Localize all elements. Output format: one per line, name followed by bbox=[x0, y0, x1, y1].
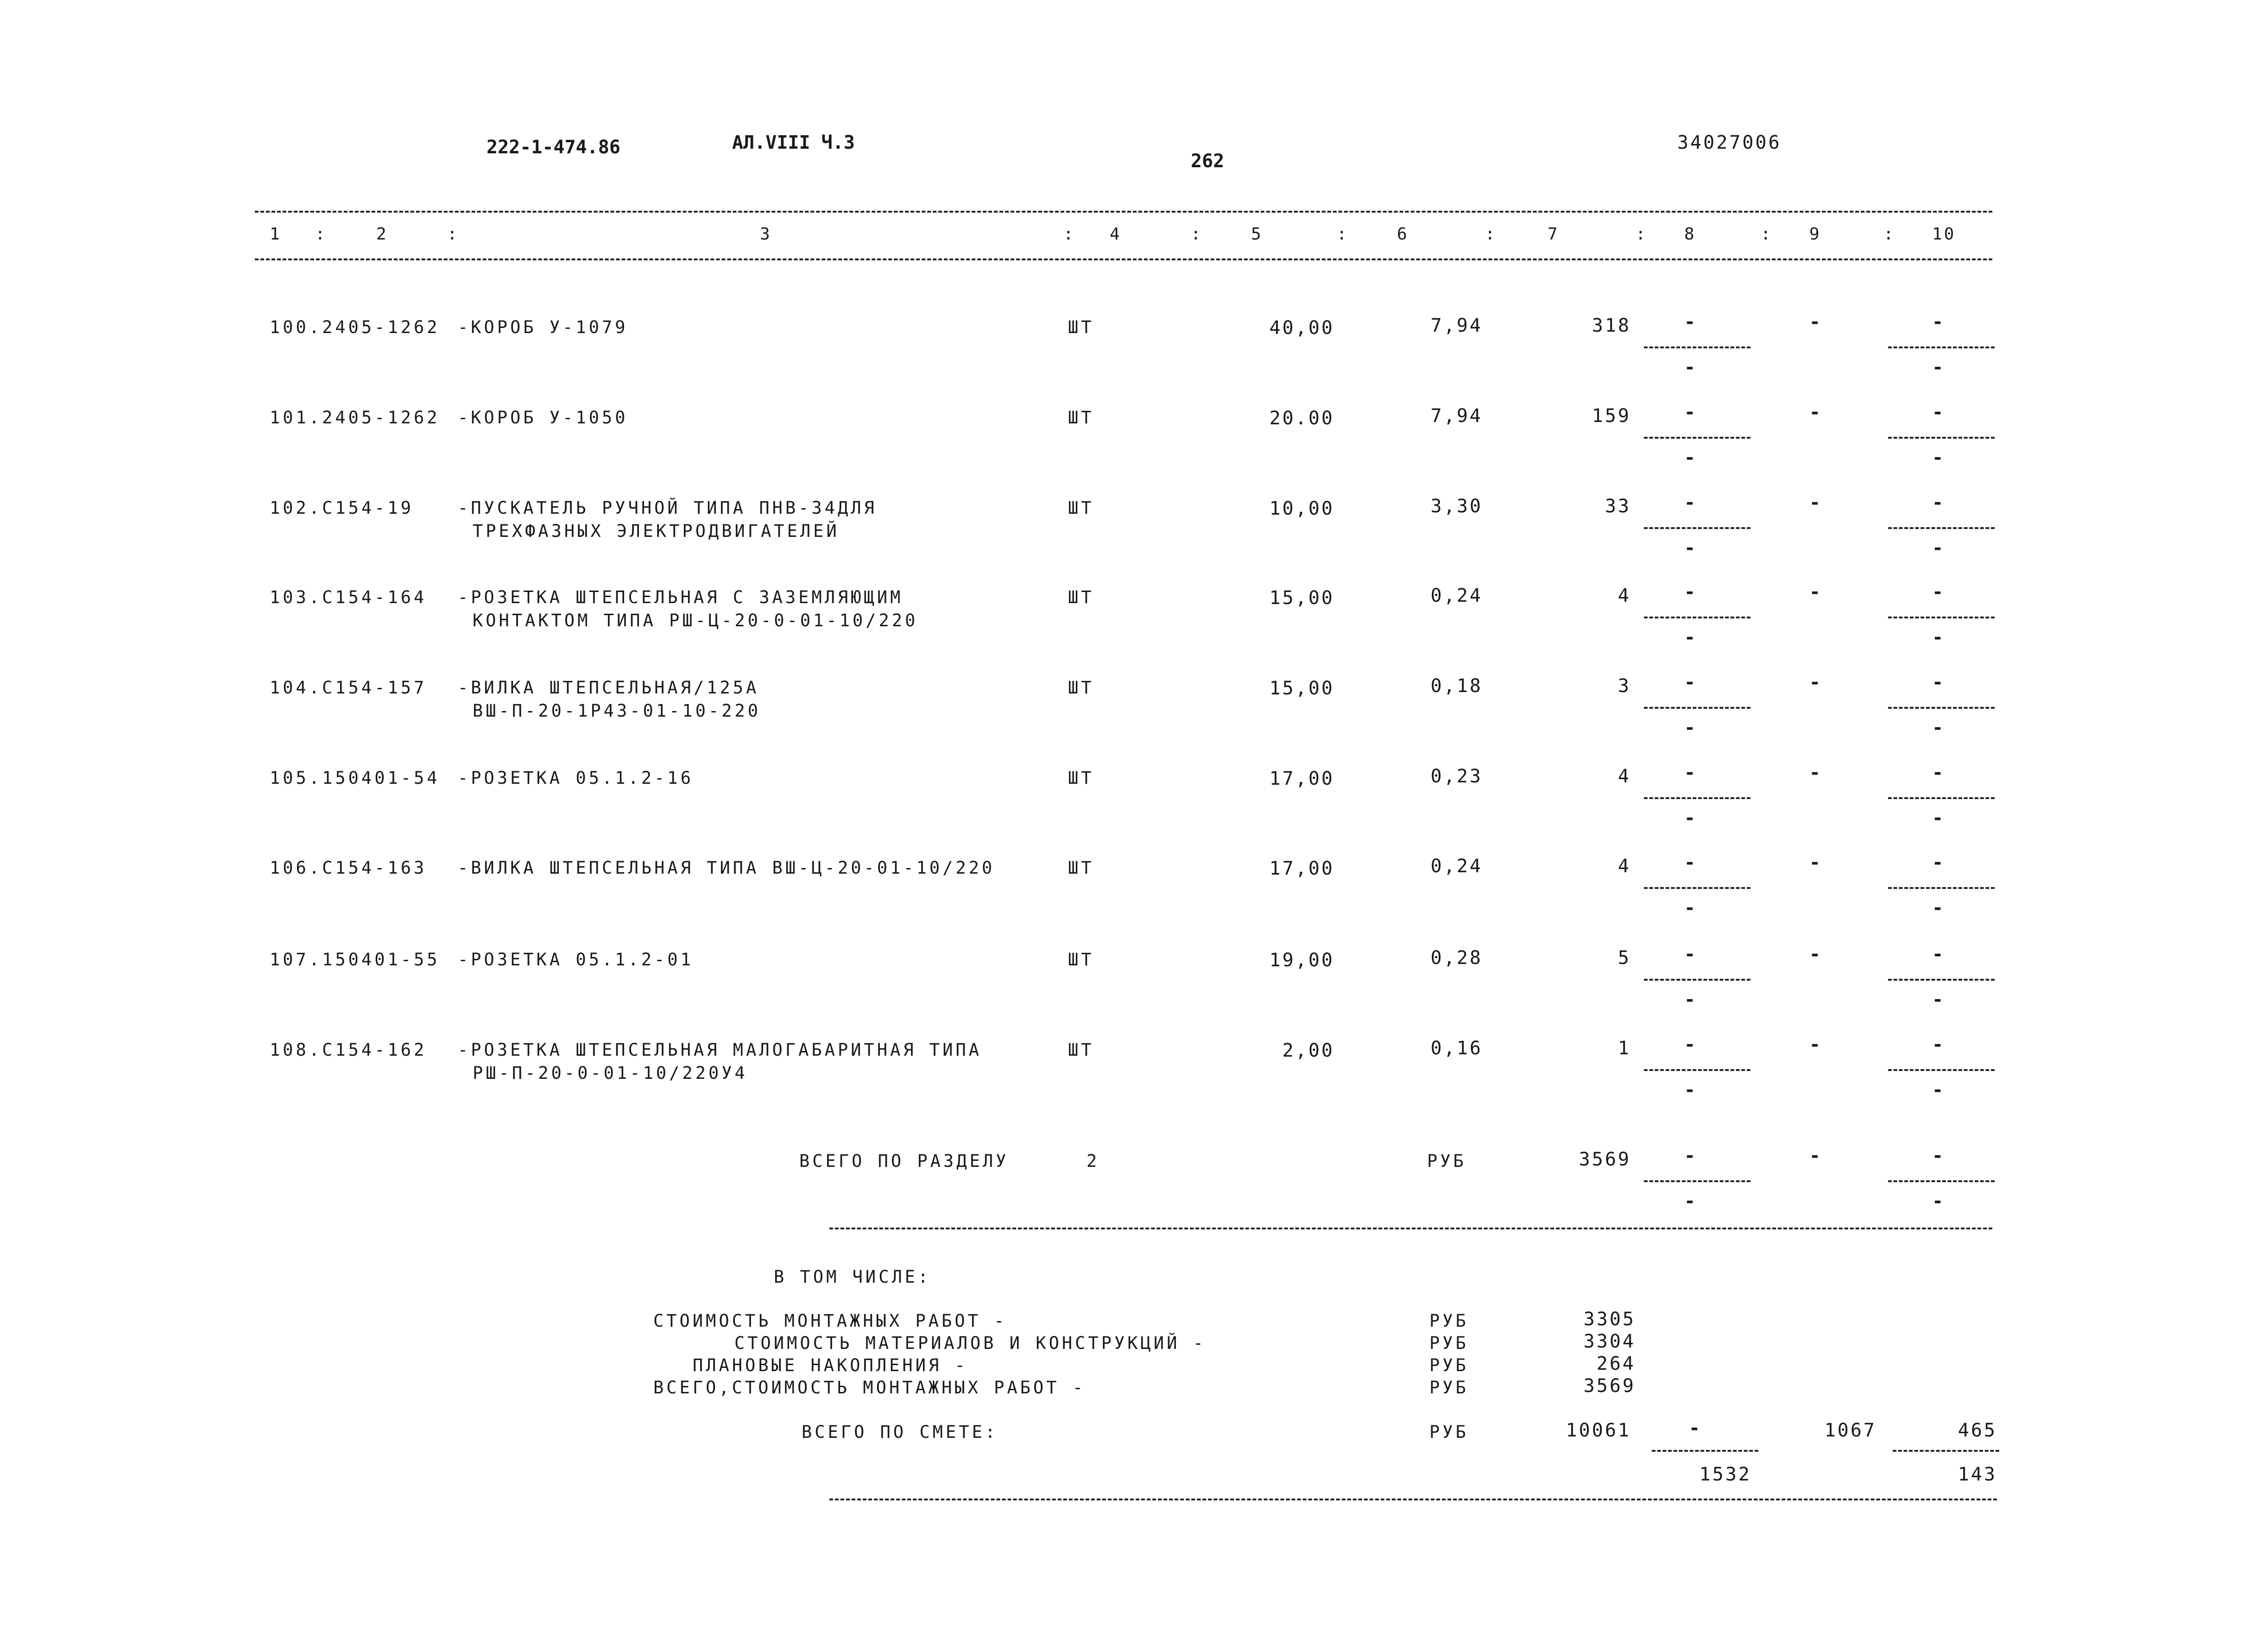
col10-dash-lower: - bbox=[1932, 1190, 1944, 1212]
breakdown-label: СТОИМОСТЬ МОНТАЖНЫХ РАБОТ - bbox=[653, 1311, 1007, 1331]
col8-dash: - bbox=[1684, 402, 1696, 423]
row-unit-price: 3,30 bbox=[1430, 496, 1483, 517]
row-unit: ШТ bbox=[1068, 858, 1094, 878]
col8-dash: - bbox=[1684, 1145, 1696, 1166]
col10-dash: - bbox=[1932, 672, 1944, 693]
col10-dash: - bbox=[1932, 492, 1944, 513]
col8-fraction-line bbox=[1644, 437, 1750, 439]
col10-dash: - bbox=[1932, 581, 1944, 603]
section-total-value: 3569 bbox=[1579, 1149, 1631, 1170]
col10-fraction-line bbox=[1888, 1069, 1995, 1071]
row-total: 33 bbox=[1605, 496, 1631, 517]
row-unit: ШТ bbox=[1068, 587, 1094, 607]
row-quantity: 15,00 bbox=[1269, 587, 1334, 609]
column-number-10: 10 bbox=[1932, 225, 1956, 244]
breakdown-value: 264 bbox=[1596, 1353, 1636, 1374]
row-code: 105.150401-54 bbox=[270, 768, 440, 788]
column-separator: : bbox=[1636, 225, 1648, 244]
col9-dash: - bbox=[1809, 944, 1821, 965]
breakdown-value: 3569 bbox=[1583, 1375, 1636, 1397]
column-separator: : bbox=[447, 225, 459, 244]
row-description: -ВИЛКА ШТЕПСЕЛЬНАЯ ТИПА ВШ-Ц-20-01-10/220 bbox=[458, 858, 995, 878]
row-total: 318 bbox=[1592, 315, 1631, 336]
column-separator: : bbox=[1191, 225, 1203, 244]
row-unit: ШТ bbox=[1068, 498, 1094, 518]
col8-dash: - bbox=[1684, 492, 1696, 513]
col10-dash-lower: - bbox=[1932, 717, 1944, 738]
col9-dash: - bbox=[1809, 1034, 1821, 1055]
row-description: -КОРОБ У-1050 bbox=[458, 408, 628, 428]
column-separator: : bbox=[1063, 225, 1075, 244]
column-separator: : bbox=[1485, 225, 1497, 244]
col10-fraction-line bbox=[1888, 979, 1995, 981]
breakdown-unit: РУБ bbox=[1429, 1355, 1469, 1375]
column-separator: : bbox=[1883, 225, 1895, 244]
col10-dash-lower: - bbox=[1932, 1079, 1944, 1101]
col9-dash: - bbox=[1809, 762, 1821, 783]
row-description: -РОЗЕТКА ШТЕПСЕЛЬНАЯ МАЛОГАБАРИТНАЯ ТИПА bbox=[458, 1040, 982, 1060]
col9-dash: - bbox=[1809, 311, 1821, 333]
col8-dash-lower: - bbox=[1684, 807, 1696, 829]
col8-dash-lower: - bbox=[1684, 357, 1696, 378]
breakdown-value: 3304 bbox=[1583, 1331, 1636, 1352]
row-description-continued: РШ-П-20-0-01-10/220У4 bbox=[473, 1063, 748, 1083]
col9-dash: - bbox=[1809, 581, 1821, 603]
col10-fraction-line bbox=[1888, 527, 1995, 529]
col9-dash: - bbox=[1809, 492, 1821, 513]
row-total: 1 bbox=[1617, 1038, 1631, 1059]
row-description: -КОРОБ У-1079 bbox=[458, 317, 628, 337]
row-code: 104.C154-157 bbox=[270, 678, 427, 698]
grand-total-col9: 1067 bbox=[1824, 1420, 1876, 1441]
header-top-rule bbox=[255, 211, 1992, 213]
row-description-continued: ВШ-П-20-1Р43-01-10-220 bbox=[473, 701, 761, 721]
row-description-continued: КОНТАКТОМ ТИПА РШ-Ц-20-0-01-10/220 bbox=[473, 611, 918, 630]
column-number-7: 7 bbox=[1548, 225, 1560, 244]
col8-dash: - bbox=[1684, 1034, 1696, 1055]
column-number-9: 9 bbox=[1809, 225, 1821, 244]
column-number-6: 6 bbox=[1397, 225, 1409, 244]
row-description-continued: ТРЕХФАЗНЫХ ЭЛЕКТРОДВИГАТЕЛЕЙ bbox=[473, 521, 840, 541]
album-reference: АЛ.VIII Ч.3 bbox=[732, 132, 855, 153]
row-total: 4 bbox=[1617, 856, 1631, 877]
column-number-8: 8 bbox=[1684, 225, 1696, 244]
column-number-3: 3 bbox=[760, 225, 772, 244]
row-quantity: 17,00 bbox=[1269, 858, 1334, 879]
grand-total-col8-bottom: 1532 bbox=[1699, 1464, 1751, 1485]
final-rule bbox=[829, 1499, 1997, 1500]
header-bottom-rule bbox=[255, 258, 1992, 260]
row-unit: ШТ bbox=[1068, 768, 1094, 788]
col10-fraction-line bbox=[1888, 617, 1995, 618]
breakdown-label: ПЛАНОВЫЕ НАКОПЛЕНИЯ - bbox=[693, 1355, 968, 1375]
grand-total-label: ВСЕГО ПО СМЕТЕ: bbox=[802, 1422, 998, 1442]
row-description: -РОЗЕТКА 05.1.2-16 bbox=[458, 768, 694, 788]
row-unit-price: 7,94 bbox=[1430, 405, 1483, 427]
col10-dash-lower: - bbox=[1932, 989, 1944, 1010]
col10-dash: - bbox=[1932, 762, 1944, 783]
row-unit: ШТ bbox=[1068, 1040, 1094, 1060]
grand-total-col10-top: 465 bbox=[1958, 1420, 1997, 1441]
col8-dash: - bbox=[1684, 944, 1696, 965]
row-unit-price: 0,16 bbox=[1430, 1038, 1483, 1059]
row-total: 3 bbox=[1617, 675, 1631, 697]
row-description: -ВИЛКА ШТЕПСЕЛЬНАЯ/125А bbox=[458, 678, 759, 698]
col9-dash: - bbox=[1809, 672, 1821, 693]
row-quantity: 10,00 bbox=[1269, 498, 1334, 519]
row-code: 107.150401-55 bbox=[270, 950, 440, 970]
grand-total-col10-fraction-line bbox=[1893, 1450, 1999, 1452]
col10-fraction-line bbox=[1888, 346, 1995, 348]
col8-fraction-line bbox=[1644, 887, 1750, 889]
col10-fraction-line bbox=[1888, 437, 1995, 439]
col10-dash-lower: - bbox=[1932, 537, 1944, 559]
row-code: 106.C154-163 bbox=[270, 858, 427, 878]
row-total: 4 bbox=[1617, 766, 1631, 787]
grand-total-col10-bottom: 143 bbox=[1958, 1464, 1997, 1485]
col8-fraction-line bbox=[1644, 527, 1750, 529]
row-unit-price: 0,24 bbox=[1430, 585, 1483, 606]
col8-dash-lower: - bbox=[1684, 897, 1696, 919]
breakdown-unit: РУБ bbox=[1429, 1333, 1469, 1353]
row-unit: ШТ bbox=[1068, 950, 1094, 970]
col8-fraction-line bbox=[1644, 1069, 1750, 1071]
including-label: В ТОМ ЧИСЛЕ: bbox=[774, 1267, 931, 1287]
section-total-unit: РУБ bbox=[1427, 1151, 1466, 1171]
col8-dash: - bbox=[1684, 672, 1696, 693]
col8-dash-lower: - bbox=[1684, 717, 1696, 738]
breakdown-unit: РУБ bbox=[1429, 1311, 1469, 1331]
column-number-1: 1 bbox=[270, 225, 282, 244]
breakdown-label: ВСЕГО,СТОИМОСТЬ МОНТАЖНЫХ РАБОТ - bbox=[653, 1378, 1086, 1398]
col10-dash-lower: - bbox=[1932, 357, 1944, 378]
breakdown-value: 3305 bbox=[1583, 1309, 1636, 1330]
row-unit-price: 7,94 bbox=[1430, 315, 1483, 336]
col10-fraction-line bbox=[1888, 797, 1995, 799]
col8-dash-lower: - bbox=[1684, 627, 1696, 648]
col8-dash: - bbox=[1684, 581, 1696, 603]
row-unit-price: 0,23 bbox=[1430, 766, 1483, 787]
col8-fraction-line bbox=[1644, 979, 1750, 981]
row-unit-price: 0,18 bbox=[1430, 675, 1483, 697]
col8-dash: - bbox=[1684, 762, 1696, 783]
column-number-2: 2 bbox=[376, 225, 388, 244]
col10-fraction-line bbox=[1888, 707, 1995, 709]
row-description: -РОЗЕТКА ШТЕПСЕЛЬНАЯ С ЗАЗЕМЛЯЮЩИМ bbox=[458, 587, 903, 607]
col10-dash-lower: - bbox=[1932, 807, 1944, 829]
column-separator: : bbox=[1761, 225, 1773, 244]
col10-dash: - bbox=[1932, 311, 1944, 333]
col10-dash: - bbox=[1932, 852, 1944, 873]
col8-fraction-line bbox=[1644, 617, 1750, 618]
col10-dash-lower: - bbox=[1932, 627, 1944, 648]
row-unit: ШТ bbox=[1068, 408, 1094, 428]
col9-dash: - bbox=[1809, 402, 1821, 423]
column-separator: : bbox=[315, 225, 327, 244]
row-total: 5 bbox=[1617, 947, 1631, 969]
column-number-4: 4 bbox=[1110, 225, 1122, 244]
section-separator-rule bbox=[829, 1228, 1992, 1229]
col10-dash: - bbox=[1932, 1145, 1944, 1166]
row-unit-price: 0,24 bbox=[1430, 856, 1483, 877]
grand-total-col8-fraction-line bbox=[1652, 1450, 1758, 1452]
row-description: -ПУСКАТЕЛЬ РУЧНОЙ ТИПА ПНВ-34ДЛЯ bbox=[458, 498, 877, 518]
section-total-number: 2 bbox=[1087, 1151, 1100, 1171]
row-code: 103.C154-164 bbox=[270, 587, 427, 607]
col9-dash: - bbox=[1809, 852, 1821, 873]
row-total: 159 bbox=[1592, 405, 1631, 427]
row-unit-price: 0,28 bbox=[1430, 947, 1483, 969]
col8-fraction-line bbox=[1644, 797, 1750, 799]
breakdown-label: СТОИМОСТЬ МАТЕРИАЛОВ И КОНСТРУКЦИЙ - bbox=[734, 1333, 1206, 1353]
row-unit: ШТ bbox=[1068, 317, 1094, 337]
col10-fraction-line bbox=[1888, 1180, 1995, 1182]
grand-total-value: 10061 bbox=[1566, 1420, 1631, 1441]
col10-dash: - bbox=[1932, 1034, 1944, 1055]
row-unit: ШТ bbox=[1068, 678, 1094, 698]
col8-dash-lower: - bbox=[1684, 1190, 1696, 1212]
col10-fraction-line bbox=[1888, 887, 1995, 889]
column-separator: : bbox=[1337, 225, 1349, 244]
row-quantity: 15,00 bbox=[1269, 678, 1334, 699]
row-code: 108.C154-162 bbox=[270, 1040, 427, 1060]
grand-total-col8-top: - bbox=[1689, 1417, 1700, 1439]
row-quantity: 2,00 bbox=[1282, 1040, 1334, 1061]
col8-dash-lower: - bbox=[1684, 537, 1696, 559]
row-code: 101.2405-1262 bbox=[270, 408, 440, 428]
col8-dash: - bbox=[1684, 311, 1696, 333]
breakdown-unit: РУБ bbox=[1429, 1378, 1469, 1398]
col8-dash-lower: - bbox=[1684, 447, 1696, 468]
col10-dash: - bbox=[1932, 402, 1944, 423]
grand-total-unit: РУБ bbox=[1429, 1422, 1469, 1442]
row-quantity: 17,00 bbox=[1269, 768, 1334, 789]
row-total: 4 bbox=[1617, 585, 1631, 606]
col8-fraction-line bbox=[1644, 1180, 1750, 1182]
col8-dash-lower: - bbox=[1684, 1079, 1696, 1101]
col8-dash-lower: - bbox=[1684, 989, 1696, 1010]
section-total-label: ВСЕГО ПО РАЗДЕЛУ bbox=[799, 1151, 1009, 1171]
col8-fraction-line bbox=[1644, 346, 1750, 348]
row-description: -РОЗЕТКА 05.1.2-01 bbox=[458, 950, 694, 970]
document-code: 222-1-474.86 bbox=[486, 137, 620, 158]
column-number-5: 5 bbox=[1251, 225, 1263, 244]
col10-dash: - bbox=[1932, 944, 1944, 965]
page-number: 262 bbox=[1191, 151, 1225, 172]
row-quantity: 20.00 bbox=[1269, 408, 1334, 429]
col10-dash-lower: - bbox=[1932, 897, 1944, 919]
col9-dash: - bbox=[1809, 1145, 1821, 1166]
row-code: 102.C154-19 bbox=[270, 498, 414, 518]
col10-dash-lower: - bbox=[1932, 447, 1944, 468]
col8-fraction-line bbox=[1644, 707, 1750, 709]
row-quantity: 40,00 bbox=[1269, 317, 1334, 339]
row-quantity: 19,00 bbox=[1269, 950, 1334, 971]
col8-dash: - bbox=[1684, 852, 1696, 873]
row-code: 100.2405-1262 bbox=[270, 317, 440, 337]
document-number: 34027006 bbox=[1677, 132, 1782, 153]
